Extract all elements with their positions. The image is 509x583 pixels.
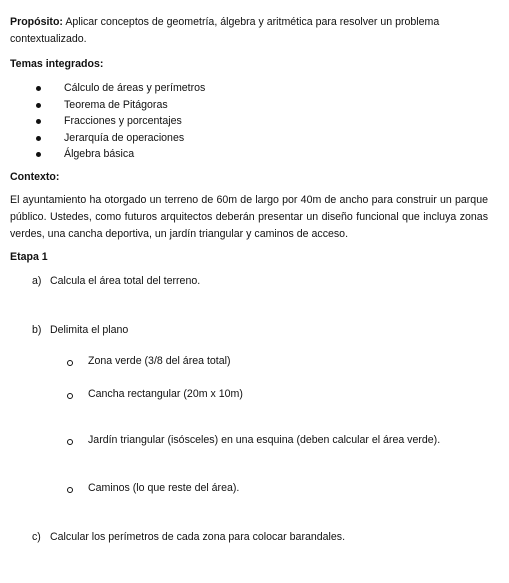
subitem-green-zone: Zona verde (3/8 del área total) [88, 355, 231, 367]
circle-bullet-icon [67, 487, 73, 493]
subitem-triangular-garden: Jardín triangular (isósceles) en una esquina (deben calcular el área verde). [88, 434, 441, 446]
purpose-line-1 [10, 16, 439, 28]
purpose-label: Propósito: [10, 16, 63, 28]
topic-item: Álgebra básica [10, 146, 205, 163]
item-b-marker: b) [32, 324, 42, 336]
topic-item: Teorema de Pitágoras [10, 97, 205, 114]
item-c-marker: c) [32, 531, 41, 543]
bullet-icon [36, 103, 41, 108]
purpose-line-2: contextualizado. [10, 33, 87, 45]
topic-item: Cálculo de áreas y perímetros [10, 80, 205, 97]
topic-item: Jerarquía de operaciones [10, 130, 205, 147]
context-heading: Contexto: [10, 171, 60, 183]
bullet-icon [36, 86, 41, 91]
circle-bullet-icon [67, 393, 73, 399]
item-a-text: Calcula el área total del terreno. [50, 275, 201, 287]
bullet-icon [36, 119, 41, 124]
circle-bullet-icon [67, 360, 73, 366]
subitem-court: Cancha rectangular (20m x 10m) [88, 388, 243, 400]
topic-item: Fracciones y porcentajes [10, 113, 205, 130]
topics-list [10, 80, 205, 163]
context-paragraph: El ayuntamiento ha otorgado un terreno de 60m de largo por 40m de ancho para construir un parque público. Ustedes, como futuros arquitectos deberán presentar un diseño funcional que incluya zonas verdes, una cancha deportiva, un jardín triangular y caminos de acceso. [10, 194, 488, 240]
bullet-icon [36, 152, 41, 157]
topics-heading: Temas integrados: [10, 58, 104, 70]
circle-bullet-icon [67, 439, 73, 445]
subitem-paths: Caminos (lo que reste del área). [88, 482, 240, 494]
purpose-text: Aplicar conceptos de geometría, álgebra y aritmética para resolver un problema [65, 16, 440, 28]
item-a-marker: a) [32, 275, 42, 287]
item-c-text: Calcular los perímetros de cada zona para colocar barandales. [50, 531, 346, 543]
bullet-icon [36, 136, 41, 141]
stage-heading: Etapa 1 [10, 251, 48, 263]
item-b-text: Delimita el plano [50, 324, 129, 336]
